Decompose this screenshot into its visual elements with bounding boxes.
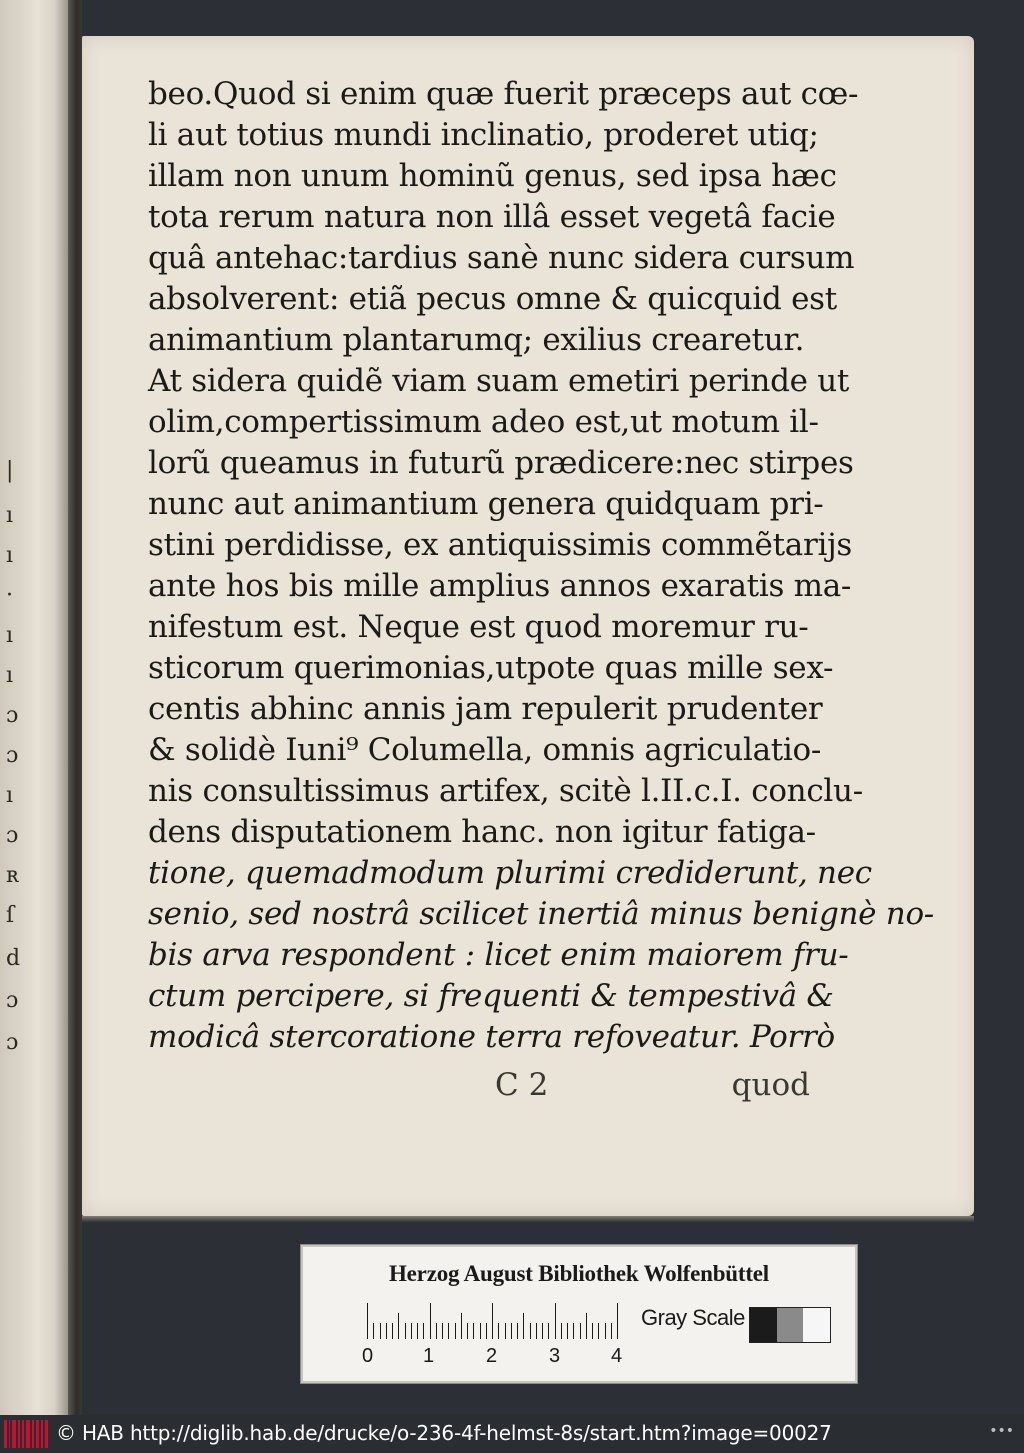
ruler-tick (523, 1313, 524, 1339)
text-line: bis arva respondent : licet enim maiorem fru- (148, 937, 849, 973)
gray-swatch (803, 1308, 830, 1342)
text-line: olim,compertissimum adeo est,ut motum il- (148, 404, 819, 440)
ruler-tick (442, 1323, 443, 1339)
ruler-tick (580, 1323, 581, 1339)
ruler-tick (417, 1323, 418, 1339)
facing-page-edge: | ı ı · ı ı ɔ ɔ ı ɔ ʀ ſ d ɔ ɔ (0, 0, 68, 1415)
text-line: dens disputationem hanc. non igitur fatiga- (148, 814, 816, 850)
text-line: nis consultissimus artifex, scitè l.II.c.I. conclu- (148, 773, 863, 809)
ruler-tick (592, 1323, 593, 1339)
ruler-tick (398, 1313, 399, 1339)
ruler-tick (430, 1303, 431, 1339)
ruler-label-3: 3 (549, 1345, 561, 1367)
more-dots-icon[interactable]: ••• (989, 1423, 1014, 1439)
ruler-tick (511, 1323, 512, 1339)
ruler-tick (586, 1313, 587, 1339)
text-line: stini perdidisse, ex antiquissimis commẽtarijs (148, 527, 852, 563)
ruler-tick (517, 1323, 518, 1339)
ruler-tick (480, 1323, 481, 1339)
ruler-tick (380, 1323, 381, 1339)
text-line: beo.Quod si enim quæ fuerit præceps aut cœ- (148, 76, 859, 112)
color-target-card (300, 1244, 858, 1384)
page-bottom-shadow (82, 1216, 974, 1222)
ruler-tick (405, 1323, 406, 1339)
ruler-tick (617, 1303, 618, 1339)
ruler-tick (367, 1303, 368, 1339)
ruler-tick (392, 1323, 393, 1339)
ruler-label-4: 4 (611, 1345, 623, 1367)
text-line: ctum percipere, si frequenti & tempestivâ & (148, 978, 834, 1014)
book-spine (68, 0, 82, 1415)
library-name: Herzog August Bibliothek Wolfenbüttel (388, 1261, 770, 1286)
ruler-tick (455, 1323, 456, 1339)
ruler-tick (492, 1303, 493, 1339)
ruler-tick (386, 1323, 387, 1339)
ruler-tick (486, 1323, 487, 1339)
text-line: nifestum est. Neque est quod moremur ru- (148, 609, 809, 645)
ruler-tick (473, 1323, 474, 1339)
text-line: animantium plantarumq; exilius crearetur. (148, 322, 805, 358)
catchword: quod (731, 1067, 810, 1103)
ruler-label-0: 0 (362, 1345, 374, 1367)
ruler-tick (530, 1323, 531, 1339)
text-line: & solidè Iuni⁹ Columella, omnis agriculatio- (148, 732, 822, 768)
signature-mark: C 2 (495, 1067, 549, 1103)
ruler-tick (611, 1323, 612, 1339)
text-line: sticorum querimonias,utpote quas mille sex- (148, 650, 834, 686)
text-line: nunc aut animantium genera quidquam pri- (148, 486, 824, 522)
ruler-tick (548, 1323, 549, 1339)
measurement-ruler (367, 1303, 635, 1339)
text-line: lorũ queamus in futurũ prædicere:nec stirpes (148, 445, 854, 481)
ruler-tick (598, 1323, 599, 1339)
text-line: senio, sed nostrâ scilicet inertiâ minus benignè no- (148, 896, 934, 932)
text-line: tione, quemadmodum plurimi crediderunt, nec (148, 855, 872, 891)
text-line: centis abhinc annis jam repulerit prudenter (148, 691, 823, 727)
text-line: At sidera quidẽ viam suam emetiri perinde ut (148, 363, 850, 399)
ruler-tick (448, 1323, 449, 1339)
text-line: illam non unum hominũ genus, sed ipsa hæc (148, 158, 837, 194)
ruler-tick (567, 1323, 568, 1339)
text-line: absolverent: etiã pecus omne & quicquid est (148, 281, 837, 317)
ruler-label-1: 1 (423, 1345, 435, 1367)
ruler-tick (505, 1323, 506, 1339)
copyright-url[interactable]: © HAB http://diglib.hab.de/drucke/o-236-4f-helmst-8s/start.htm?image=00027 (56, 1421, 832, 1445)
text-line: tota rerum natura non illâ esset vegetâ facie (148, 199, 836, 235)
ruler-tick (605, 1323, 606, 1339)
ruler-tick (542, 1323, 543, 1339)
ruler-tick (423, 1323, 424, 1339)
ruler-tick (555, 1303, 556, 1339)
hab-barcode-logo-icon[interactable] (4, 1420, 48, 1448)
ruler-tick (411, 1323, 412, 1339)
text-line: modicâ stercoratione terra refoveatur. Porrò (148, 1019, 835, 1055)
gray-scale-swatches (749, 1307, 831, 1343)
text-line: li aut totius mundi inclinatio, proderet utiq; (148, 117, 819, 153)
text-line: quâ antehac:tardius sanè nunc sidera cursum (148, 240, 855, 276)
gray-swatch (777, 1308, 804, 1342)
ruler-tick (461, 1313, 462, 1339)
ruler-tick (498, 1323, 499, 1339)
status-bar (0, 1415, 1024, 1453)
ruler-label-2: 2 (486, 1345, 498, 1367)
ruler-tick (436, 1323, 437, 1339)
text-line: ante hos bis mille amplius annos exaratis ma- (148, 568, 852, 604)
page-text-block (148, 74, 934, 1058)
gray-swatch (750, 1308, 777, 1342)
ruler-tick (561, 1323, 562, 1339)
ruler-tick (573, 1323, 574, 1339)
ruler-tick (467, 1323, 468, 1339)
gray-scale-label: Gray Scale (641, 1305, 745, 1330)
page-footer (148, 1067, 810, 1107)
ruler-tick (536, 1323, 537, 1339)
ruler-tick (373, 1323, 374, 1339)
